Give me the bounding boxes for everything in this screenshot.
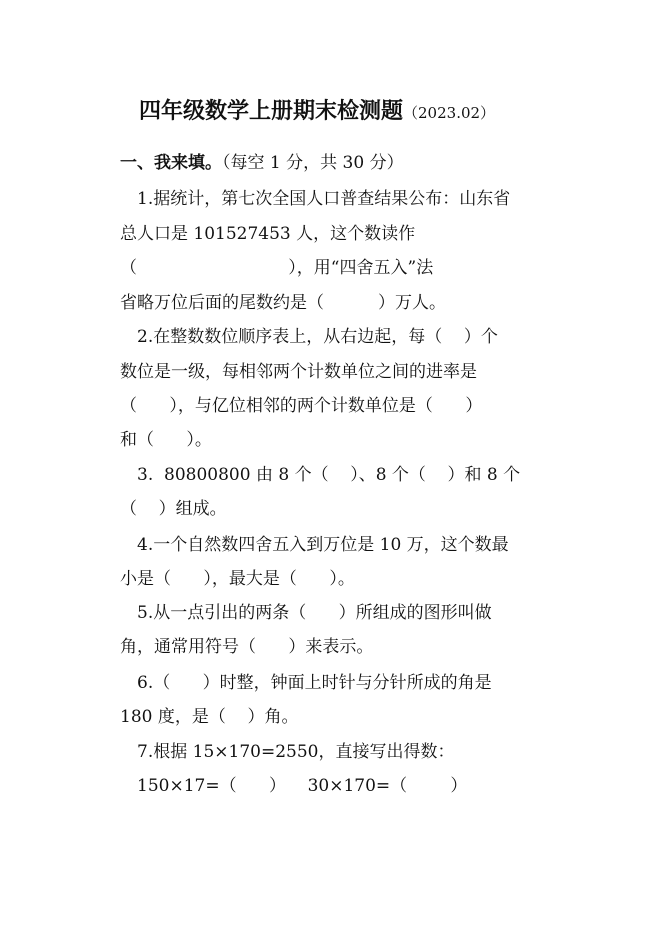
question-5-line-1: 5.从一点引出的两条（ ）所组成的图形叫做 bbox=[137, 603, 492, 623]
question-2-line-2: 数位是一级，每相邻两个计数单位之间的进率是 bbox=[120, 362, 477, 382]
section-heading bbox=[120, 153, 404, 173]
section-heading-text: 一、我来填。 bbox=[120, 153, 222, 173]
question-1-line-4: 省略万位后面的尾数约是（ ）万人。 bbox=[120, 293, 447, 313]
section-score-note: （每空 1 分，共 30 分） bbox=[222, 153, 404, 173]
question-7-line-1: 7.根据 15×170=2550，直接写出得数： bbox=[137, 742, 455, 762]
question-6-line-1: 6.（ ）时整，钟面上时针与分针所成的角是 bbox=[137, 673, 492, 693]
title-main: 四年级数学上册期末检测题 bbox=[139, 98, 404, 124]
question-5-line-2: 角，通常用符号（ ）来表示。 bbox=[120, 637, 374, 657]
question-2-line-4: 和（ ）。 bbox=[120, 430, 212, 450]
page-title bbox=[139, 98, 495, 126]
title-date: （2023.02） bbox=[403, 104, 496, 122]
question-3-line-2: （ ）组成。 bbox=[120, 499, 227, 519]
question-6-line-2: 180 度，是（ ）角。 bbox=[120, 707, 299, 727]
question-3-line-1: 3. 80800800 由 8 个（ ）、8 个（ ）和 8 个 bbox=[137, 465, 521, 485]
question-2-line-3: （ ），与亿位相邻的两个计数单位是（ ） bbox=[120, 396, 483, 416]
question-1-line-2: 总人口是 101527453 人，这个数读作 bbox=[120, 224, 416, 244]
question-1-line-3: （ ），用“四舍五入”法 bbox=[120, 258, 434, 278]
question-4-line-1: 4.一个自然数四舍五入到万位是 10 万，这个数最 bbox=[137, 535, 509, 555]
question-2-line-1: 2.在整数数位顺序表上，从右边起，每（ ）个 bbox=[137, 327, 498, 347]
question-4-line-2: 小是（ ），最大是（ ）。 bbox=[120, 569, 355, 589]
question-1-line-1: 1.据统计，第七次全国人口普查结果公布：山东省 bbox=[137, 189, 511, 209]
question-7-line-2: 150×17=（ ） 30×170=（ ） bbox=[137, 776, 468, 796]
